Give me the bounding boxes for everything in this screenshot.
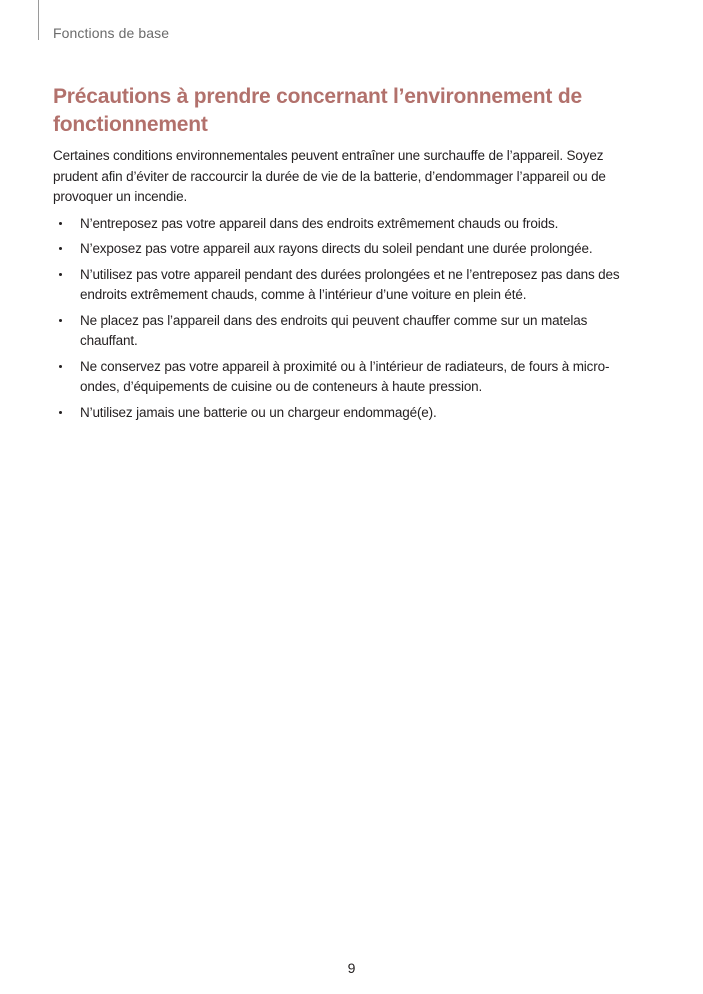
list-item (53, 357, 628, 398)
bullet-icon (59, 273, 62, 276)
list-item (53, 214, 628, 235)
list-item (53, 265, 628, 306)
page-title: Précautions à prendre concernant l’environnement de fonctionnement (53, 85, 582, 136)
list-item (53, 239, 628, 260)
list-item-text: Ne placez pas l’appareil dans des endroits qui peuvent chauffer comme sur un matelas chauffant. (80, 312, 588, 348)
list-item-text: N’entreposez pas votre appareil dans des endroits extrêmement chauds ou froids. (80, 215, 559, 231)
list-item-text: Ne conservez pas votre appareil à proximité ou à l’intérieur de radiateurs, de fours à micro-ondes, d’équipements de cuisine ou de conteneurs à haute pression. (80, 358, 610, 394)
list-item-text: N’exposez pas votre appareil aux rayons directs du soleil pendant une durée prolongée. (80, 241, 593, 256)
bullet-icon (59, 411, 62, 414)
list-item-text: N’utilisez pas votre appareil pendant des durées prolongées et ne l’entreposez pas dans des endroits extrêmement chauds, comme à l’intérieur d’une voiture en plein été. (80, 266, 620, 302)
bullet-icon (59, 319, 62, 322)
bullet-icon (59, 247, 62, 250)
section-header: Fonctions de base (53, 25, 170, 41)
bullet-icon (59, 365, 62, 368)
intro-paragraph: Certaines conditions environnementales peuvent entraîner une surchauffe de l’appareil. Soyez prudent afin d’éviter de raccourcir la durée de vie de la batterie, d’endommager l’appareil ou de provoquer un incendie. (53, 148, 606, 204)
list-item (53, 403, 628, 424)
list-item-text: N’utilisez jamais une batterie ou un chargeur endommagé(e). (80, 404, 437, 420)
bullet-icon (59, 222, 62, 225)
header-divider (38, 0, 39, 40)
list-item (53, 311, 628, 352)
page-content (53, 83, 628, 428)
page-number: 9 (347, 960, 356, 976)
precautions-list (53, 214, 628, 424)
